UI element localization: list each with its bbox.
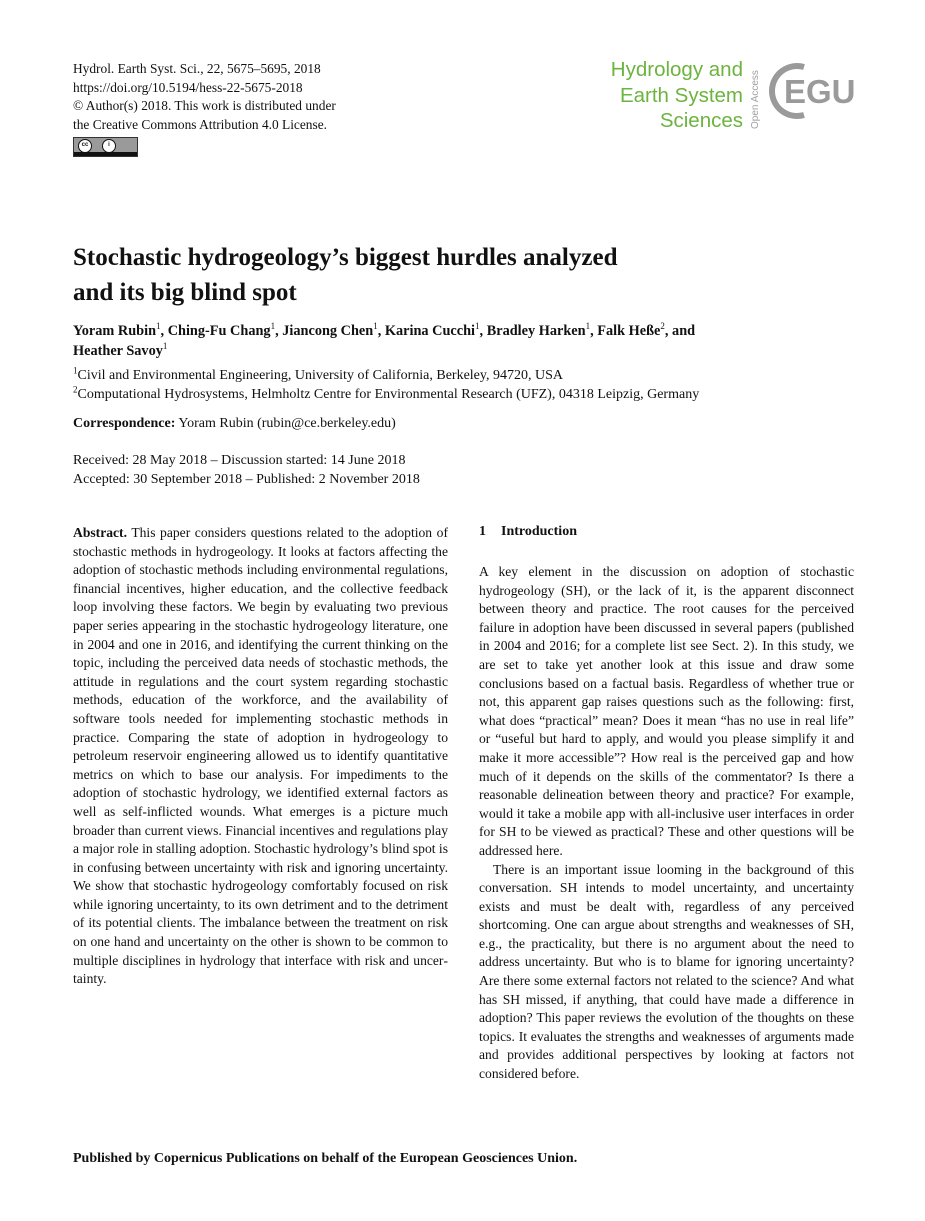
- journal-citation: Hydrol. Earth Syst. Sci., 22, 5675–5695, 2018: [73, 61, 321, 76]
- title-line-2: and its big blind spot: [73, 279, 297, 306]
- publisher-footer: Published by Copernicus Publications on behalf of the European Geosciences Union.: [73, 1151, 578, 1166]
- author-name: Karina Cucchi: [384, 323, 476, 339]
- paragraph: A key element in the discussion on adoption of stochastic hydrogeology (SH), or the lack of it, is the apparent disconnect between theory and practice. The root causes for the perceived failure in adoption have been discussed in several papers (published in 2004 and 2016; for a complete list see Sect. 2). In this study, we are set to take yet another look at this issue and draw some conclusions based on a factual basis. Regardless of whether true or not, this apparent gap raises questions such as the following: first, what does “practical” mean? Does it mean “has no use in real life” or “useful but hard to apply, and would you please simplify it and make it more accessible”? How real is the perceived gap and how much of it depends on the skills of the commentator? Is there a reasonable delineation between theory and practice? For example, would it take a mobile app with all-inclusive user interfaces in order for SH to be viewed as practical? These and other questions will be addressed here.: [479, 564, 854, 858]
- affiliation-text: Civil and Environmental Engineering, University of California, Berkeley, 94720, USA: [77, 368, 563, 383]
- author-separator: ,: [479, 323, 487, 339]
- journal-name-line-3: Sciences: [659, 109, 743, 133]
- abstract-text: This paper considers questions related to the adoption of stochastic methods in hydrogeology. It looks at factors affecting the adoption of stochastic methods including environmental regulations, financial incentives, higher education, and the collective feedback loop involving these factors. We begin by evaluating two previous paper series appearing in the stochastic hydrogeology literature, one in 2004 and one in 2016, and identifying the current thinking on the topic, including the perceived data needs of stochastic methods, the attitude in regulations and the court system regarding stochastic methods, education of the workforce, and the availability of software tools needed for implementing stochastic methods in practice. Comparing the state of adoption in hydrogeology to petroleum reservoir engineering allowed us to identify quantitative metrics on which to base our analysis. For impediments to the adoption of stochastic hydrology, we identified external factors as well as self-inflicted wounds. What emerges is a picture much broader than current views. Financial incentives and regulations play a major role in stalling adoption. Stochastic hydrology’s blind spot is in confusing between uncertainty with risk and ignoring uncertainty. We show that stochastic hydrogeology comfortably focused on risk while ignoring uncertainty, to its own detriment and to the detriment of its potential clients. The imbalance between the treatment on risk on one hand and uncertainty on the other is shown to be common to multiple disciplines in hydrology that interface with risk and uncertainty.: [73, 525, 448, 987]
- paper-title: [73, 240, 793, 310]
- author-separator: ,: [160, 323, 168, 339]
- cc-by-license-icon[interactable]: [73, 137, 138, 157]
- section-number: 1: [479, 524, 486, 539]
- license-bar: [74, 152, 137, 156]
- correspondence: [73, 416, 396, 432]
- author-name: Yoram Rubin: [73, 323, 157, 339]
- author-affiliation-mark: 1: [585, 321, 591, 332]
- journal-name-line-2: Earth System: [619, 83, 743, 107]
- license-notice: the Creative Commons Attribution 4.0 License.: [73, 116, 328, 132]
- citation-block: [73, 60, 336, 134]
- author-name: Ching-Fu Chang: [167, 323, 271, 339]
- correspondence-label: Correspondence:: [73, 416, 176, 431]
- section-title: Introduction: [501, 524, 577, 539]
- affiliation-number: 2: [73, 384, 78, 395]
- affiliation-text: Computational Hydrosystems, Helmholtz Centre for Environmental Research (UFZ), 04318 Leipzig, Germany: [77, 387, 700, 402]
- copyright-notice: © Author(s) 2018. This work is distributed under: [73, 98, 336, 114]
- open-access-label: [748, 58, 762, 130]
- author-separator: ,: [377, 323, 385, 339]
- affiliation-item: [73, 385, 863, 404]
- author-separator: ,: [590, 323, 598, 339]
- journal-name-logo: [611, 57, 743, 134]
- introduction-section: [479, 523, 854, 1084]
- affiliation-number: 1: [73, 365, 78, 376]
- section-heading: [479, 523, 854, 541]
- author-separator: , and: [664, 323, 696, 339]
- author-affiliation-mark: 1: [475, 321, 480, 332]
- accepted-published-dates: Accepted: 30 September 2018 – Published: 2 November 2018: [73, 472, 420, 487]
- egu-logo-icon: [768, 60, 858, 122]
- author-list: [73, 321, 853, 361]
- author-affiliation-mark: 2: [660, 321, 665, 332]
- title-line-1: Stochastic hydrogeology’s biggest hurdles analyzed: [73, 244, 618, 271]
- abstract-label: Abstract.: [73, 525, 127, 540]
- author-affiliation-mark: 1: [156, 321, 161, 332]
- attribution-icon: i: [102, 139, 116, 153]
- correspondence-contact[interactable]: Yoram Rubin (rubin@ce.berkeley.edu): [178, 416, 396, 431]
- publication-dates: [73, 451, 420, 489]
- author-name: Bradley Harken: [486, 323, 586, 339]
- abstract: [73, 524, 448, 989]
- cc-icon: cc: [78, 139, 92, 153]
- author-affiliation-mark: 1: [373, 321, 378, 332]
- author-affiliation-mark: 1: [270, 321, 276, 332]
- author-affiliation-mark: 1: [162, 341, 168, 352]
- doi-link[interactable]: https://doi.org/10.5194/hess-22-5675-2018: [73, 79, 303, 95]
- open-access-text: Open Access: [750, 70, 761, 129]
- author-name: Falk Heße: [597, 323, 661, 339]
- author-name: Jiancong Chen: [282, 323, 374, 339]
- egu-logo-text: EGU: [784, 73, 856, 110]
- paragraph: There is an important issue looming in the background of this conversation. SH intends to model uncertainty, and uncertainty exists and must be dealt with, regardless of any perceived shortcoming. One can argue about strengths and weaknesses of SH, e.g., the practicality, but there is no argument about the need to address uncertainty. But who is to blame for ignoring uncertainty? Are there some external factors not related to the science? And what has SH missed, if anything, that could have made a difference in adoption? This paper reviews the evolution of the thoughts on these topics. It evaluates the strengths and weaknesses of arguments made and provides additional perspectives by looking at factors not considered before.: [479, 861, 854, 1082]
- affiliation-item: [73, 366, 863, 385]
- received-discussion-dates: Received: 28 May 2018 – Discussion started: 14 June 2018: [73, 453, 406, 468]
- author-separator: ,: [275, 323, 283, 339]
- author-name: Heather Savoy: [73, 343, 163, 359]
- affiliation-list: [73, 366, 863, 404]
- journal-name-line-1: Hydrology and: [610, 58, 743, 81]
